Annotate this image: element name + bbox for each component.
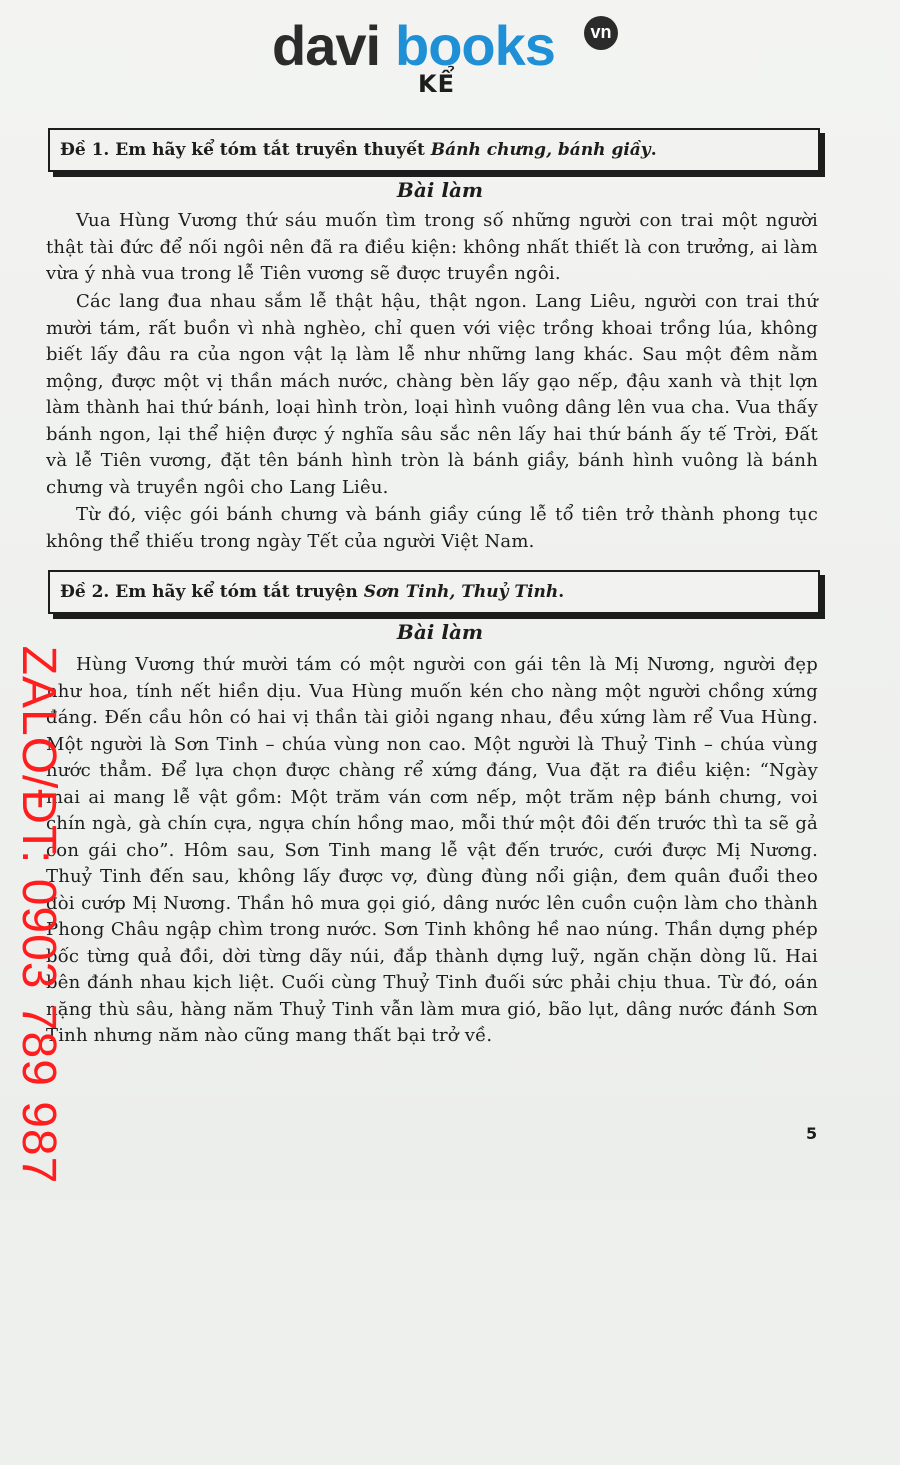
task-2-suffix: . <box>558 582 565 602</box>
contact-watermark: ZALO/ĐT: 0903 789 987 <box>12 645 65 1185</box>
davibooks-logo <box>272 14 632 78</box>
task-1-paragraph: Vua Hùng Vương thứ sáu muốn tìm trong số những người con trai một người thật tài đức để nối ngôi nên đã ra điều kiện: không nhất thiết là con trưởng, ai làm vừa ý nhà vua trong lễ Tiên vương sẽ được truyền ngôi. <box>46 210 818 284</box>
task-1-box <box>48 128 820 172</box>
logo-vn-badge: vn <box>584 16 618 50</box>
task-1-prefix: Đề 1. Em hãy kể tóm tắt truyền thuyết <box>60 140 431 160</box>
task-1-answer-label: Bài làm <box>396 178 484 202</box>
task-2-box <box>48 570 820 614</box>
section-heading: KỂ <box>418 70 455 98</box>
task-2-prefix: Đề 2. Em hãy kể tóm tắt truyện <box>60 582 364 602</box>
task-2-paragraph: Hùng Vương thứ mười tám có một người con gái tên là Mị Nương, người đẹp như hoa, tính nết hiền dịu. Vua Hùng muốn kén cho nàng một người chồng xứng đáng. Đến cầu hôn có hai vị thần tài giỏi ngang nhau, đều xứng làm rể Vua Hùng. Một người là Sơn Tinh – chúa vùng non cao. Một người là Thuỷ Tinh – chúa vùng nước thẳm. Để lựa chọn được chàng rể xứng đáng, Vua đặt ra điều kiện: “Ngày mai ai mang lễ vật gồm: Một trăm ván cơm nếp, một trăm nệp bánh chưng, voi chín ngà, gà chín cựa, ngựa chín hồng mao, mỗi thứ một đôi đến trước thì ta sẽ gả con gái cho”. Hôm sau, Sơn Tinh mang lễ vật đến trước, cưới được Mị Nương. Thuỷ Tinh đến sau, không lấy được vợ, đùng đùng nổi giận, đem quân đuổi theo đòi cướp Mị Nương. Thần hô mưa gọi gió, dâng nước lên cuồn cuộn làm cho thành Phong Châu ngập chìm trong nước. Sơn Tinh không hề nao núng. Thần dựng phép bốc từng quả đồi, dời từng dãy núi, đắp thành dựng luỹ, ngăn chặn dòng lũ. Hai bên đánh nhau kịch liệt. Cuối cùng Thuỷ Tinh đuối sức phải chịu thua. Từ đó, oán nặng thù sâu, hàng năm Thuỷ Tinh vẫn làm mưa gió, bão lụt, dâng nước đánh Sơn Tinh nhưng năm nào cũng mang thất bại trở về. <box>46 654 818 1046</box>
task-1-suffix: . <box>650 140 657 160</box>
task-1-title: Bánh chưng, bánh giầy <box>430 140 651 160</box>
logo-text-davi: davi <box>272 14 381 77</box>
task-2-title: Sơn Tinh, Thuỷ Tinh <box>363 582 559 602</box>
task-1-paragraph: Từ đó, việc gói bánh chưng và bánh giầy cúng lễ tổ tiên trở thành phong tục không thể thiếu trong ngày Tết của người Việt Nam. <box>46 504 818 552</box>
task-1-paragraph: Các lang đua nhau sắm lễ thật hậu, thật ngon. Lang Liêu, người con trai thứ mười tám, rất buồn vì nhà nghèo, chỉ quen với việc trồng khoai trồng lúa, không biết lấy đâu ra của ngon vật lạ làm lễ như những lang khác. Sau một đêm nằm mộng, được một vị thần mách nước, chàng bèn lấy gạo nếp, đậu xanh và thịt lợn làm thành hai thứ bánh, loại hình tròn, loại hình vuông dâng lên vua cha. Vua thấy bánh ngon, lại thể hiện được ý nghĩa sâu sắc nên lấy hai thứ bánh ấy tế Trời, Đất và lễ Tiên vương, đặt tên bánh hình tròn là bánh giầy, bánh hình vuông là bánh chưng và truyền ngôi cho Lang Liêu. <box>46 291 818 498</box>
task-2-answer-label: Bài làm <box>396 620 484 644</box>
logo-text-books: books <box>395 14 555 77</box>
page-number: 5 <box>806 1124 818 1143</box>
